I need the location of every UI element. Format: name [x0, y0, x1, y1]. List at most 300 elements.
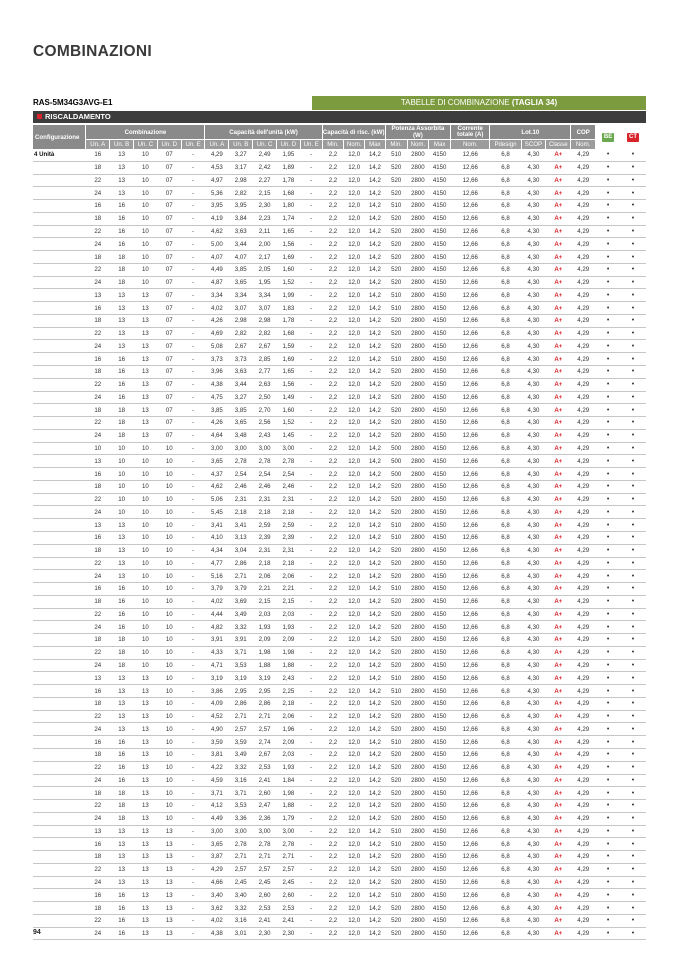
table-cell: 4150 — [429, 838, 451, 851]
table-cell: 4,30 — [521, 276, 546, 289]
table-cell: 10 — [134, 174, 158, 187]
table-cell: - — [181, 289, 205, 302]
table-cell: - — [181, 736, 205, 749]
table-cell: 16 — [86, 736, 110, 749]
table-cell: 1,74 — [276, 212, 300, 225]
table-cell: 13 — [134, 825, 158, 838]
table-cell: 2,17 — [253, 251, 277, 264]
table-cell: 14,2 — [365, 187, 386, 200]
table-cell: 3,00 — [229, 442, 253, 455]
table-cell: 2,18 — [229, 506, 253, 519]
table-cell: - — [181, 863, 205, 876]
table-cell: - — [181, 914, 205, 927]
table-cell: 520 — [385, 366, 407, 379]
table-cell: 4,30 — [521, 927, 546, 940]
ct-dot: • — [620, 889, 645, 902]
table-cell: 22 — [86, 557, 110, 570]
table-cell: - — [181, 404, 205, 417]
table-cell: 14,2 — [365, 697, 386, 710]
table-cell: 12,0 — [344, 608, 365, 621]
table-cell: - — [181, 391, 205, 404]
table-cell: 6,8 — [490, 646, 521, 659]
table-row — [33, 876, 646, 889]
table-cell: 6,8 — [490, 506, 521, 519]
table-cell: 12,0 — [344, 238, 365, 251]
table-cell: 4150 — [429, 327, 451, 340]
table-cell: 16 — [110, 927, 134, 940]
table-cell: 4,30 — [521, 838, 546, 851]
table-cell: 12,0 — [344, 583, 365, 596]
table-cell: 12,0 — [344, 225, 365, 238]
table-cell: 07 — [157, 276, 181, 289]
be-dot: • — [596, 289, 621, 302]
ct-dot: • — [620, 557, 645, 570]
table-row — [33, 174, 646, 187]
table-cell: - — [181, 800, 205, 813]
table-cell: 12,66 — [451, 634, 490, 647]
table-cell: 12,0 — [344, 417, 365, 430]
table-cell: 12,66 — [451, 736, 490, 749]
table-cell: 520 — [385, 404, 407, 417]
table-cell: 4,29 — [571, 851, 596, 864]
table-cell: 10 — [157, 736, 181, 749]
table-cell: 2,2 — [322, 340, 344, 353]
ct-dot: • — [620, 289, 645, 302]
table-cell: 4,29 — [571, 659, 596, 672]
table-row — [33, 583, 646, 596]
table-cell: 4,02 — [205, 914, 229, 927]
table-cell: 510 — [385, 825, 407, 838]
table-cell: 16 — [86, 583, 110, 596]
table-cell: 13 — [134, 353, 158, 366]
table-cell: 2,2 — [322, 314, 344, 327]
config-cell — [33, 889, 86, 902]
table-cell: 07 — [157, 251, 181, 264]
table-cell: 2,06 — [276, 710, 300, 723]
ct-dot: • — [620, 366, 645, 379]
table-cell: 2,82 — [253, 327, 277, 340]
table-cell: - — [300, 200, 322, 213]
table-cell: 3,65 — [229, 276, 253, 289]
table-cell: 18 — [110, 276, 134, 289]
table-cell: 10 — [157, 748, 181, 761]
table-cell: 18 — [86, 251, 110, 264]
be-dot: • — [596, 557, 621, 570]
table-cell: 3,19 — [205, 672, 229, 685]
table-cell: 4,29 — [571, 442, 596, 455]
table-cell: 24 — [86, 723, 110, 736]
table-cell: 3,16 — [229, 774, 253, 787]
table-cell: A+ — [546, 659, 571, 672]
table-cell: - — [300, 442, 322, 455]
ct-dot: • — [620, 442, 645, 455]
be-dot: • — [596, 302, 621, 315]
table-cell: 3,00 — [253, 442, 277, 455]
be-dot: • — [596, 455, 621, 468]
table-cell: 2,2 — [322, 519, 344, 532]
table-cell: 14,2 — [365, 851, 386, 864]
table-cell: 4,30 — [521, 429, 546, 442]
table-row — [33, 697, 646, 710]
be-badge: BE — [603, 133, 613, 140]
table-cell: 4,29 — [571, 685, 596, 698]
table-cell: 07 — [157, 314, 181, 327]
table-cell: 2,05 — [253, 263, 277, 276]
table-cell: 520 — [385, 787, 407, 800]
table-cell: 2,2 — [322, 710, 344, 723]
table-cell: 3,95 — [229, 200, 253, 213]
table-cell: 4,30 — [521, 761, 546, 774]
table-cell: 3,40 — [229, 889, 253, 902]
table-cell: A+ — [546, 531, 571, 544]
table-cell: 2,41 — [253, 774, 277, 787]
table-cell: - — [300, 506, 322, 519]
table-cell: 13 — [157, 825, 181, 838]
table-cell: 520 — [385, 544, 407, 557]
table-cell: 2,46 — [253, 480, 277, 493]
table-cell: 10 — [157, 634, 181, 647]
table-cell: 6,8 — [490, 825, 521, 838]
table-cell: 13 — [134, 366, 158, 379]
table-cell: 2800 — [407, 327, 429, 340]
table-row — [33, 787, 646, 800]
table-cell: 12,0 — [344, 800, 365, 813]
table-cell: 2800 — [407, 761, 429, 774]
table-cell: 13 — [134, 697, 158, 710]
table-cell: 10 — [86, 442, 110, 455]
table-cell: - — [300, 378, 322, 391]
table-cell: 4,29 — [571, 889, 596, 902]
subheader-cell: Pdesign — [490, 140, 521, 150]
table-cell: 10 — [134, 263, 158, 276]
table-cell: 07 — [157, 289, 181, 302]
table-cell: - — [181, 212, 205, 225]
table-cell: 4,29 — [571, 902, 596, 915]
table-cell: 22 — [86, 710, 110, 723]
table-cell: 6,8 — [490, 736, 521, 749]
table-cell: - — [300, 557, 322, 570]
ct-dot: • — [620, 583, 645, 596]
table-cell: 6,8 — [490, 455, 521, 468]
ct-dot: • — [620, 634, 645, 647]
table-cell: 6,8 — [490, 914, 521, 927]
table-cell: 520 — [385, 608, 407, 621]
table-cell: 2800 — [407, 251, 429, 264]
table-cell: 4150 — [429, 557, 451, 570]
table-cell: 2800 — [407, 276, 429, 289]
be-dot: • — [596, 927, 621, 940]
be-dot: • — [596, 212, 621, 225]
table-cell: 2,21 — [276, 583, 300, 596]
table-cell: 3,85 — [229, 404, 253, 417]
config-cell — [33, 787, 86, 800]
table-cell: 12,0 — [344, 289, 365, 302]
table-cell: 3,96 — [205, 366, 229, 379]
table-cell: 2,27 — [253, 174, 277, 187]
table-cell: 4150 — [429, 876, 451, 889]
table-cell: 14,2 — [365, 863, 386, 876]
table-cell: 4,29 — [571, 634, 596, 647]
table-cell: - — [181, 761, 205, 774]
table-cell: 12,66 — [451, 876, 490, 889]
table-cell: A+ — [546, 825, 571, 838]
table-cell: - — [300, 366, 322, 379]
header-capacita-unita: Capacità dell'unità (kW) — [205, 125, 322, 140]
table-cell: 16 — [110, 212, 134, 225]
table-cell: 2,2 — [322, 480, 344, 493]
ct-dot: • — [620, 621, 645, 634]
table-cell: 12,0 — [344, 825, 365, 838]
table-cell: - — [181, 621, 205, 634]
table-cell: 2,03 — [276, 608, 300, 621]
table-cell: 10 — [157, 685, 181, 698]
table-cell: 6,8 — [490, 557, 521, 570]
table-cell: 18 — [86, 787, 110, 800]
ct-dot: • — [620, 200, 645, 213]
table-row — [33, 238, 646, 251]
table-cell: 2800 — [407, 685, 429, 698]
table-cell: 12,66 — [451, 314, 490, 327]
table-cell: 2800 — [407, 583, 429, 596]
table-cell: 4,29 — [571, 672, 596, 685]
table-cell: 4,29 — [205, 149, 229, 161]
table-cell: 2,2 — [322, 391, 344, 404]
table-cell: 5,08 — [205, 340, 229, 353]
table-cell: 10 — [110, 506, 134, 519]
table-cell: A+ — [546, 927, 571, 940]
table-cell: 14,2 — [365, 710, 386, 723]
table-cell: 4,30 — [521, 468, 546, 481]
table-cell: 4150 — [429, 621, 451, 634]
table-cell: 4,29 — [571, 736, 596, 749]
table-cell: 13 — [157, 851, 181, 864]
table-cell: - — [300, 595, 322, 608]
table-cell: 4,29 — [571, 557, 596, 570]
table-cell: 6,8 — [490, 200, 521, 213]
ct-dot: • — [620, 914, 645, 927]
table-cell: 16 — [86, 302, 110, 315]
table-cell: - — [181, 468, 205, 481]
table-cell: 4,29 — [571, 506, 596, 519]
table-cell: 07 — [157, 174, 181, 187]
table-cell: 2,82 — [229, 187, 253, 200]
table-cell: - — [300, 225, 322, 238]
table-cell: - — [181, 149, 205, 161]
table-cell: 24 — [86, 876, 110, 889]
table-cell: 1,84 — [276, 774, 300, 787]
table-cell: - — [300, 161, 322, 174]
table-cell: 3,63 — [229, 225, 253, 238]
table-cell: 6,8 — [490, 863, 521, 876]
subheader-cell: Un. C — [253, 140, 277, 150]
config-cell — [33, 187, 86, 200]
config-cell — [33, 289, 86, 302]
table-cell: 4150 — [429, 672, 451, 685]
table-cell: 4,30 — [521, 391, 546, 404]
table-cell: - — [300, 621, 322, 634]
table-cell: 13 — [110, 302, 134, 315]
table-cell: 2800 — [407, 353, 429, 366]
ct-dot: • — [620, 787, 645, 800]
config-cell — [33, 263, 86, 276]
table-cell: A+ — [546, 161, 571, 174]
table-cell: 24 — [86, 812, 110, 825]
table-cell: 13 — [110, 340, 134, 353]
table-cell: 4,29 — [571, 621, 596, 634]
mode-label: RISCALDAMENTO — [45, 112, 111, 121]
table-cell: 12,0 — [344, 634, 365, 647]
be-dot: • — [596, 519, 621, 532]
table-cell: 3,44 — [229, 238, 253, 251]
table-cell: 4,30 — [521, 608, 546, 621]
table-cell: A+ — [546, 621, 571, 634]
table-cell: 4,29 — [571, 876, 596, 889]
be-dot: • — [596, 595, 621, 608]
ct-dot: • — [620, 774, 645, 787]
table-cell: 10 — [157, 787, 181, 800]
table-cell: 12,0 — [344, 251, 365, 264]
be-dot: • — [596, 570, 621, 583]
table-cell: 16 — [110, 761, 134, 774]
table-cell: 2,41 — [276, 914, 300, 927]
table-cell: 6,8 — [490, 595, 521, 608]
table-cell: - — [300, 723, 322, 736]
table-cell: 4,30 — [521, 417, 546, 430]
table-cell: - — [300, 812, 322, 825]
table-cell: 13 — [134, 927, 158, 940]
table-cell: 14,2 — [365, 429, 386, 442]
table-cell: - — [300, 608, 322, 621]
table-cell: 3,81 — [205, 748, 229, 761]
table-cell: 4,29 — [571, 774, 596, 787]
table-cell: 2800 — [407, 595, 429, 608]
table-cell: 16 — [110, 889, 134, 902]
table-cell: 2,2 — [322, 723, 344, 736]
table-cell: 4,30 — [521, 736, 546, 749]
table-cell: - — [181, 876, 205, 889]
table-cell: 4,29 — [571, 417, 596, 430]
table-cell: 4,30 — [521, 263, 546, 276]
table-cell: 6,8 — [490, 238, 521, 251]
table-cell: 6,8 — [490, 621, 521, 634]
table-cell: 3,73 — [205, 353, 229, 366]
config-cell — [33, 723, 86, 736]
table-cell: 4,29 — [571, 710, 596, 723]
table-row — [33, 557, 646, 570]
table-cell: 22 — [86, 761, 110, 774]
table-cell: 10 — [110, 455, 134, 468]
table-cell: - — [181, 251, 205, 264]
table-cell: 4150 — [429, 353, 451, 366]
table-cell: 12,66 — [451, 800, 490, 813]
table-cell: - — [181, 174, 205, 187]
table-cell: A+ — [546, 595, 571, 608]
table-cell: 16 — [86, 531, 110, 544]
table-cell: 2,2 — [322, 659, 344, 672]
table-cell: 510 — [385, 672, 407, 685]
ct-dot: • — [620, 685, 645, 698]
table-cell: - — [300, 889, 322, 902]
table-cell: 12,66 — [451, 289, 490, 302]
table-cell: - — [181, 697, 205, 710]
table-cell: 1,99 — [276, 289, 300, 302]
table-cell: 2,2 — [322, 442, 344, 455]
table-cell: A+ — [546, 417, 571, 430]
table-cell: 4,30 — [521, 570, 546, 583]
table-cell: 10 — [157, 480, 181, 493]
table-cell: 2,45 — [229, 876, 253, 889]
table-cell: 2,71 — [253, 851, 277, 864]
table-cell: 6,8 — [490, 225, 521, 238]
table-cell: 520 — [385, 340, 407, 353]
table-cell: 14,2 — [365, 531, 386, 544]
table-cell: 3,71 — [229, 787, 253, 800]
table-cell: 12,66 — [451, 238, 490, 251]
table-row — [33, 838, 646, 851]
table-cell: 2,78 — [253, 455, 277, 468]
config-cell — [33, 327, 86, 340]
table-cell: - — [300, 468, 322, 481]
table-cell: 2,2 — [322, 212, 344, 225]
table-cell: - — [181, 851, 205, 864]
table-cell: 13 — [157, 863, 181, 876]
table-cell: 12,66 — [451, 468, 490, 481]
table-cell: 12,0 — [344, 302, 365, 315]
be-dot: • — [596, 314, 621, 327]
table-cell: - — [300, 774, 322, 787]
table-cell: - — [181, 302, 205, 315]
table-cell: 520 — [385, 480, 407, 493]
table-cell: 2,54 — [276, 468, 300, 481]
table-cell: - — [300, 634, 322, 647]
table-cell: 4,07 — [229, 251, 253, 264]
ct-dot: • — [620, 378, 645, 391]
table-cell: 12,66 — [451, 276, 490, 289]
table-cell: 1,96 — [276, 723, 300, 736]
subheader-cell: Un. C — [134, 140, 158, 150]
be-dot: • — [596, 404, 621, 417]
table-cell: 2,2 — [322, 736, 344, 749]
table-row — [33, 519, 646, 532]
table-cell: 18 — [110, 404, 134, 417]
table-cell: 2800 — [407, 149, 429, 161]
config-cell — [33, 404, 86, 417]
table-cell: A+ — [546, 800, 571, 813]
table-cell: 3,32 — [229, 761, 253, 774]
table-cell: 4,30 — [521, 748, 546, 761]
table-cell: 10 — [134, 583, 158, 596]
ct-dot: • — [620, 544, 645, 557]
table-cell: 13 — [110, 710, 134, 723]
table-cell: 6,8 — [490, 659, 521, 672]
table-cell: 4,30 — [521, 378, 546, 391]
table-cell: 4,30 — [521, 787, 546, 800]
page-title: COMBINAZIONI — [33, 43, 152, 60]
table-cell: 14,2 — [365, 327, 386, 340]
table-cell: 13 — [110, 851, 134, 864]
table-cell: - — [181, 238, 205, 251]
table-cell: 520 — [385, 748, 407, 761]
table-cell: 4,30 — [521, 289, 546, 302]
table-row — [33, 595, 646, 608]
table-cell: 3,87 — [205, 851, 229, 864]
table-cell: 13 — [134, 340, 158, 353]
table-cell: 2,2 — [322, 263, 344, 276]
table-cell: 10 — [157, 595, 181, 608]
table-cell: 4150 — [429, 659, 451, 672]
table-cell: 2,2 — [322, 697, 344, 710]
table-cell: 3,16 — [229, 914, 253, 927]
